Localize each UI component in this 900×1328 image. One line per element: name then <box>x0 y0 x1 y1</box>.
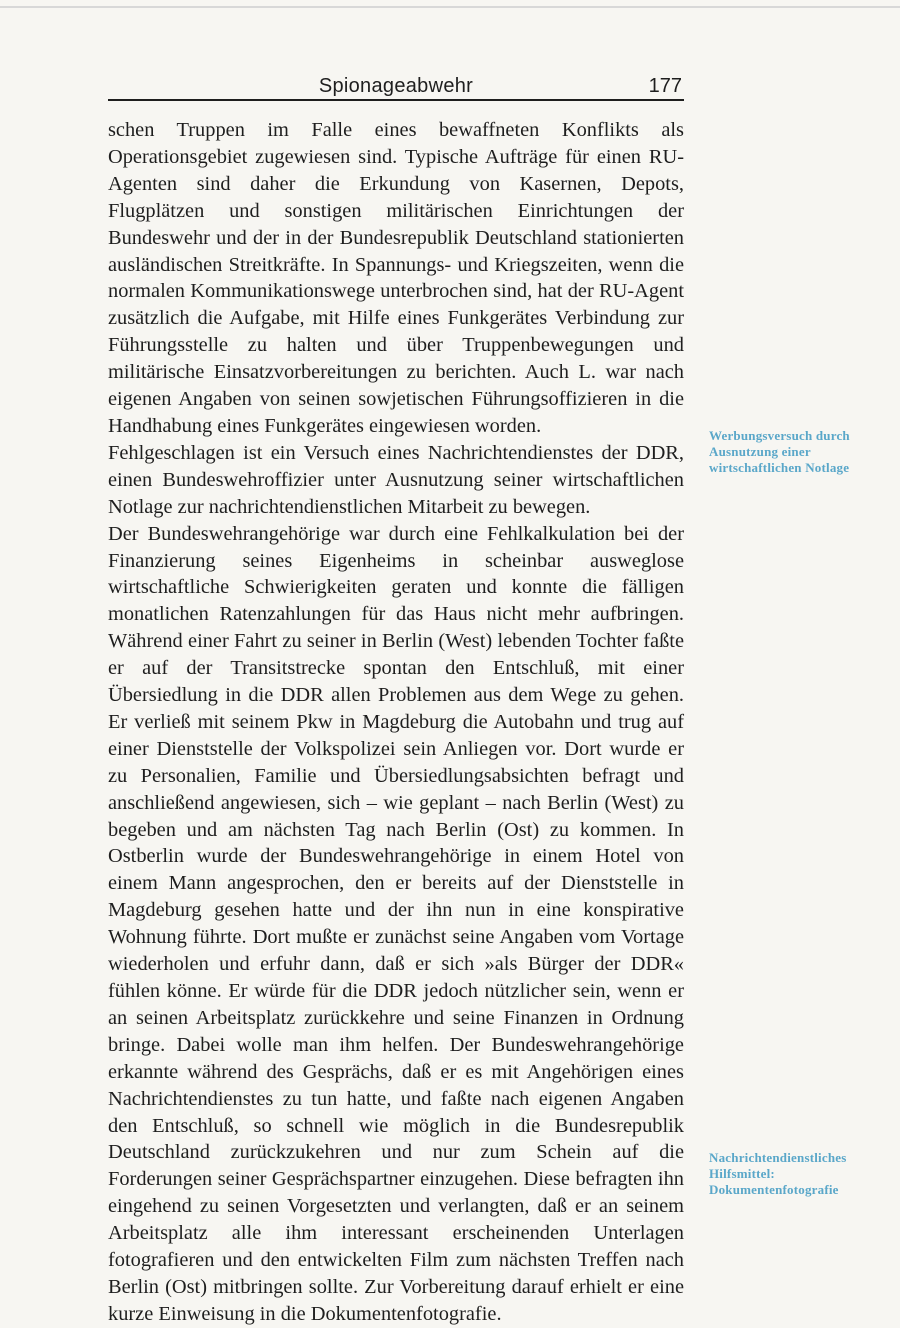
page-number: 177 <box>648 75 682 97</box>
paragraph: Fehlgeschlagen ist ein Versuch eines Nachrichtendienstes der DDR, einen Bundeswehroffizier unter Ausnutzung seiner wirtschaftlichen Notlage zur nachrichtendienstlichen Mitarbeit zu bewegen. <box>108 441 684 518</box>
margin-note: Nachrichtendienstliches Hilfsmittel: Dokumentenfotografie <box>709 1150 847 1197</box>
header-rule <box>108 99 684 101</box>
running-header <box>108 74 684 98</box>
body-text <box>108 117 684 1328</box>
scan-edge-line <box>0 6 900 8</box>
margin-note: Werbungsversuch durch Ausnutzung einer wirtschaftlichen Notlage <box>709 428 850 475</box>
running-title: Spionageabwehr <box>318 75 474 97</box>
paragraph: schen Truppen im Falle eines bewaffneten Konflikts als Operationsgebiet zugewiesen sind. Typische Aufträge für einen RU-Agenten sind daher die Erkundung von Kasernen, Depots, Flugplätzen und sonstigen militärischen Einrichtungen der Bundeswehr und der in der Bundesrepublik Deutschland stationierten ausländischen Streitkräfte. In Spannungs- und Kriegszeiten, wenn die normalen Kommunikationswege unterbrochen sind, hat der RU-Agent zusätzlich die Aufgabe, mit Hilfe eines Funkgerätes Verbindung zur Führungsstelle zu halten und über Truppenbewegungen und militärische Einsatzvorbereitungen zu berichten. Auch L. war nach eigenen Angaben von seinen sowjetischen Führungsoffizieren in die Handhabung eines Funkgerätes eingewiesen worden. <box>108 119 684 437</box>
paragraph: Der Bundeswehrangehörige war durch eine Fehlkalkulation bei der Finanzierung seines Eigenheims in scheinbar ausweglose wirtschaftliche Schwierigkeiten geraten und konnte die fälligen monatlichen Ratenzahlungen für das Haus nicht mehr aufbringen. Während einer Fahrt zu seiner in Berlin (West) lebenden Tochter faßte er auf der Transitstrecke spontan den Entschluß, mit einer Übersiedlung in die DDR allen Problemen aus dem Wege zu gehen. Er verließ mit seinem Pkw in Magdeburg die Autobahn und trug auf einer Dienststelle der Volkspolizei sein Anliegen vor. Dort wurde er zu Personalien, Familie und Übersiedlungsabsichten befragt und anschließend angewiesen, sich – wie geplant – nach Berlin (West) zu begeben und am nächsten Tag nach Berlin (Ost) zu kommen. In Ostberlin wurde der Bundeswehrangehörige in einem Hotel von einem Mann angesprochen, den er bereits auf der Dienststelle in Magdeburg gesehen hatte und der ihn nun in eine konspirative Wohnung führte. Dort mußte er zunächst seine Angaben vom Vortage wiederholen und erfuhr dann, daß er sich »als Bürger der DDR« fühlen könne. Er würde für die DDR jedoch nützlicher sein, wenn er an seinen Arbeitsplatz zurückkehre und seine Finanzen in Ordnung bringe. Dabei wolle man ihm helfen. Der Bundeswehrangehörige erkannte während des Gesprächs, daß er es mit Angehörigen eines Nachrichtendienstes zu tun hatte, und faßte nach eigenen Angaben den Entschluß, so schnell wie möglich in die Bundesrepublik Deutschland zurückzukehren und nur zum Schein auf die Forderungen seiner Gesprächspartner einzugehen. Diese befragten ihn eingehend zu seinen Vorgesetzten und verlangten, daß er an seinem Arbeitsplatz alle ihm interessant erscheinenden Unterlagen fotografieren und den entwickelten Film zum nächsten Treffen nach Berlin (Ost) mitbringen sollte. Zur Vorbereitung darauf erhielt er eine kurze Einweisung in die Dokumentenfotografie. <box>108 522 684 1325</box>
